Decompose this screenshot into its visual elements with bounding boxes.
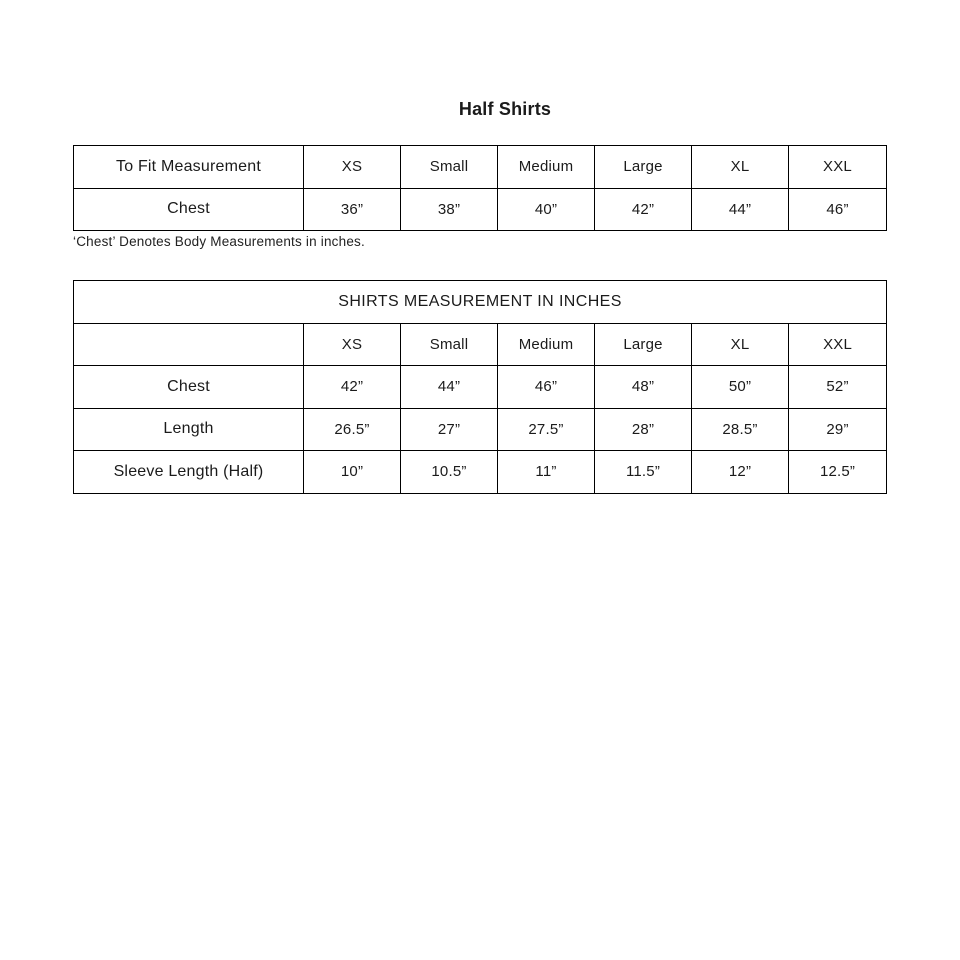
sleeve-value-large: 11.5” <box>595 451 692 494</box>
fit-header-size-large: Large <box>595 146 692 189</box>
sleeve-value-medium: 11” <box>498 451 595 494</box>
shirts-measurement-table <box>73 280 887 494</box>
fit-value-xl: 44” <box>692 188 789 231</box>
length-value-medium: 27.5” <box>498 408 595 451</box>
shirts-header-size-xs: XS <box>304 323 401 366</box>
chest-value-large: 48” <box>595 366 692 409</box>
chest-value-medium: 46” <box>498 366 595 409</box>
shirts-table-title: SHIRTS MEASUREMENT IN INCHES <box>74 281 887 324</box>
shirts-table-header-row <box>74 323 887 366</box>
fit-header-size-small: Small <box>401 146 498 189</box>
shirts-header-size-xl: XL <box>692 323 789 366</box>
fit-header-size-xs: XS <box>304 146 401 189</box>
shirts-header-size-medium: Medium <box>498 323 595 366</box>
shirts-header-size-large: Large <box>595 323 692 366</box>
length-value-xs: 26.5” <box>304 408 401 451</box>
length-value-xl: 28.5” <box>692 408 789 451</box>
sleeve-value-xxl: 12.5” <box>789 451 887 494</box>
fit-value-xxl: 46” <box>789 188 887 231</box>
shirts-header-empty <box>74 323 304 366</box>
page-title: Half Shirts <box>458 99 552 119</box>
fit-header-size-medium: Medium <box>498 146 595 189</box>
chest-value-xs: 42” <box>304 366 401 409</box>
chest-value-small: 44” <box>401 366 498 409</box>
fit-value-large: 42” <box>595 188 692 231</box>
fit-value-medium: 40” <box>498 188 595 231</box>
sleeve-value-xl: 12” <box>692 451 789 494</box>
shirts-table-title-row <box>74 281 887 324</box>
sleeve-value-xs: 10” <box>304 451 401 494</box>
fit-value-xs: 36” <box>304 188 401 231</box>
fit-header-size-xxl: XXL <box>789 146 887 189</box>
shirts-table-length-row <box>74 408 887 451</box>
fit-value-small: 38” <box>401 188 498 231</box>
fit-row-label: Chest <box>74 188 304 231</box>
fit-table-chest-row <box>74 188 887 231</box>
length-value-large: 28” <box>595 408 692 451</box>
shirts-header-size-xxl: XXL <box>789 323 887 366</box>
chest-value-xl: 50” <box>692 366 789 409</box>
length-value-xxl: 29” <box>789 408 887 451</box>
shirts-row-label-chest: Chest <box>74 366 304 409</box>
fit-measurement-table <box>73 145 887 231</box>
measurement-note: ‘Chest’ Denotes Body Measurements in inches. <box>73 234 365 249</box>
shirts-header-size-small: Small <box>401 323 498 366</box>
shirts-row-label-length: Length <box>74 408 304 451</box>
shirts-table-sleeve-row <box>74 451 887 494</box>
fit-header-label: To Fit Measurement <box>74 146 304 189</box>
sleeve-value-small: 10.5” <box>401 451 498 494</box>
length-value-small: 27” <box>401 408 498 451</box>
chest-value-xxl: 52” <box>789 366 887 409</box>
fit-header-size-xl: XL <box>692 146 789 189</box>
shirts-row-label-sleeve: Sleeve Length (Half) <box>74 451 304 494</box>
shirts-table-chest-row <box>74 366 887 409</box>
fit-table-header-row <box>74 146 887 189</box>
